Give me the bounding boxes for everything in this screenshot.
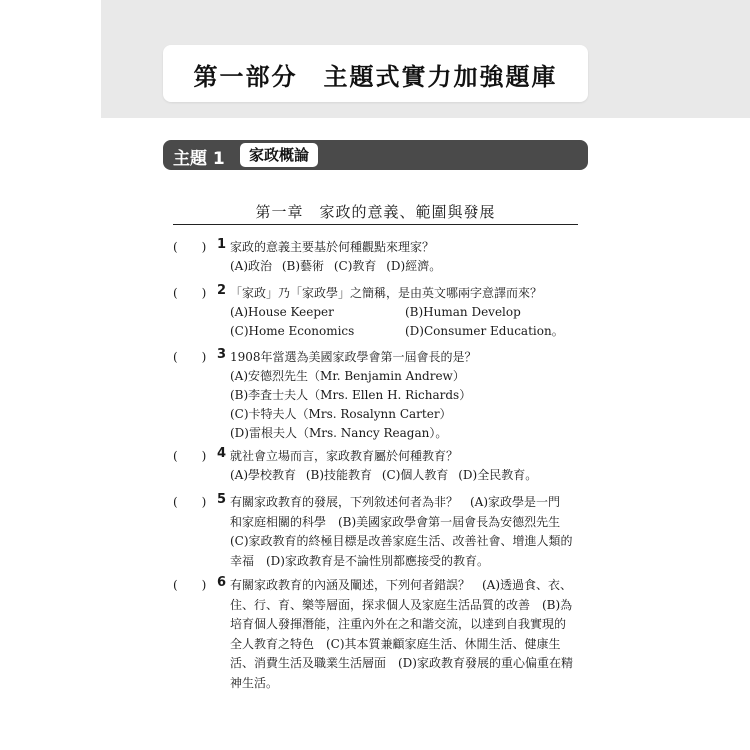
question-stem: 家政的意義主要基於何種觀點來理家？ (230, 240, 435, 254)
part-title: 第一部分 主題式實力加強題庫 (193, 63, 558, 91)
question-text-line: 培育個人發揮潛能，注重內外在之和諧交流，以達到自我實現的 (230, 617, 567, 631)
answer-blank[interactable]: ( ) (173, 240, 207, 254)
answer-blank[interactable]: ( ) (173, 578, 207, 592)
chapter-divider (173, 224, 578, 225)
question-text-line: 有關家政教育的內涵及闡述，下列何者錯誤？ (A)透過食、衣、 (230, 578, 573, 592)
question-body (230, 348, 593, 443)
option-row (230, 322, 593, 341)
question-stem: 1908年當選為美國家政學會第一屆會長的是？ (230, 350, 477, 364)
option-a: (A)House Keeper (230, 305, 334, 319)
option-a: (A)政治 (230, 259, 273, 273)
part-title-box (163, 45, 588, 102)
question-text-line: 全人教育之特色 (C)其本質兼顧家庭生活、休閒生活、健康生 (230, 636, 561, 651)
option-d: (D)全民教育。 (458, 468, 538, 482)
question-number: 5 (217, 492, 227, 507)
question-body (230, 493, 593, 571)
option-c: (C)個人教育 (381, 468, 449, 482)
topic-label: 主題 1 (173, 149, 225, 169)
chapter-title: 第一章 家政的意義、範圍與發展 (255, 203, 496, 221)
question-body (230, 447, 593, 485)
option-list (230, 466, 593, 485)
option-b: (B)李査士夫人（Mrs. Ellen H. Richards） (230, 388, 472, 402)
question-text-line: 幸福 (D)家政教育是不論性別都應接受的教育。 (230, 553, 489, 568)
option-d: (D)經濟。 (386, 259, 442, 273)
option-d: (D)雷根夫人（Mrs. Nancy Reagan）。 (230, 426, 448, 440)
question-text-line: 住、行、育、樂等層面，探求個人及家庭生活品質的改善 (B)為 (230, 597, 573, 612)
question-body (230, 576, 593, 693)
option-a: (A)安德烈先生（Mr. Benjamin Andrew） (230, 369, 465, 383)
option-b: (B)Human Develop (405, 305, 521, 319)
topic-name: 家政概論 (240, 143, 318, 167)
answer-blank[interactable]: ( ) (173, 286, 207, 300)
answer-blank[interactable]: ( ) (173, 495, 207, 509)
option-c: (C)卡特夫人（Mrs. Rosalynn Carter） (230, 407, 452, 421)
question-number: 1 (217, 237, 227, 252)
option-list (230, 257, 593, 276)
question-number: 4 (217, 446, 227, 461)
question-number: 3 (217, 347, 227, 362)
question-stem: 就社會立場而言，家政教育屬於何種教育？ (230, 449, 459, 463)
question-body (230, 238, 593, 276)
option-b: (B)技能教育 (305, 468, 373, 482)
question-text-line: 活、消費生活及職業生活層面 (D)家政教育發展的重心偏重在精 (230, 656, 573, 670)
question-text-line: 神生活。 (230, 675, 279, 690)
option-c: (C)教育 (333, 259, 377, 273)
option-row (230, 303, 593, 322)
option-d: (D)Consumer Education。 (405, 324, 564, 338)
option-a: (A)學校教育 (230, 468, 297, 482)
answer-blank[interactable]: ( ) (173, 350, 207, 364)
question-text-line: 和家庭相關的科學 (B)美國家政學會第一屆會長為安德烈先生 (230, 514, 561, 529)
question-body (230, 284, 593, 341)
question-text-line: 有關家政教育的發展，下列敘述何者為非？ (A)家政學是一門 (230, 495, 561, 509)
question-number: 2 (217, 283, 227, 298)
question-stem: 「家政」乃「家政學」之簡稱，是由英文哪兩字意譯而來？ (230, 286, 543, 300)
option-c: (C)Home Economics (230, 324, 355, 338)
question-text-line: (C)家政教育的終極目標是改善家庭生活、改善社會、增進人類的 (230, 534, 573, 548)
question-number: 6 (217, 575, 227, 590)
answer-blank[interactable]: ( ) (173, 449, 207, 463)
option-b: (B)藝術 (281, 259, 325, 273)
topic-bar (163, 140, 588, 170)
